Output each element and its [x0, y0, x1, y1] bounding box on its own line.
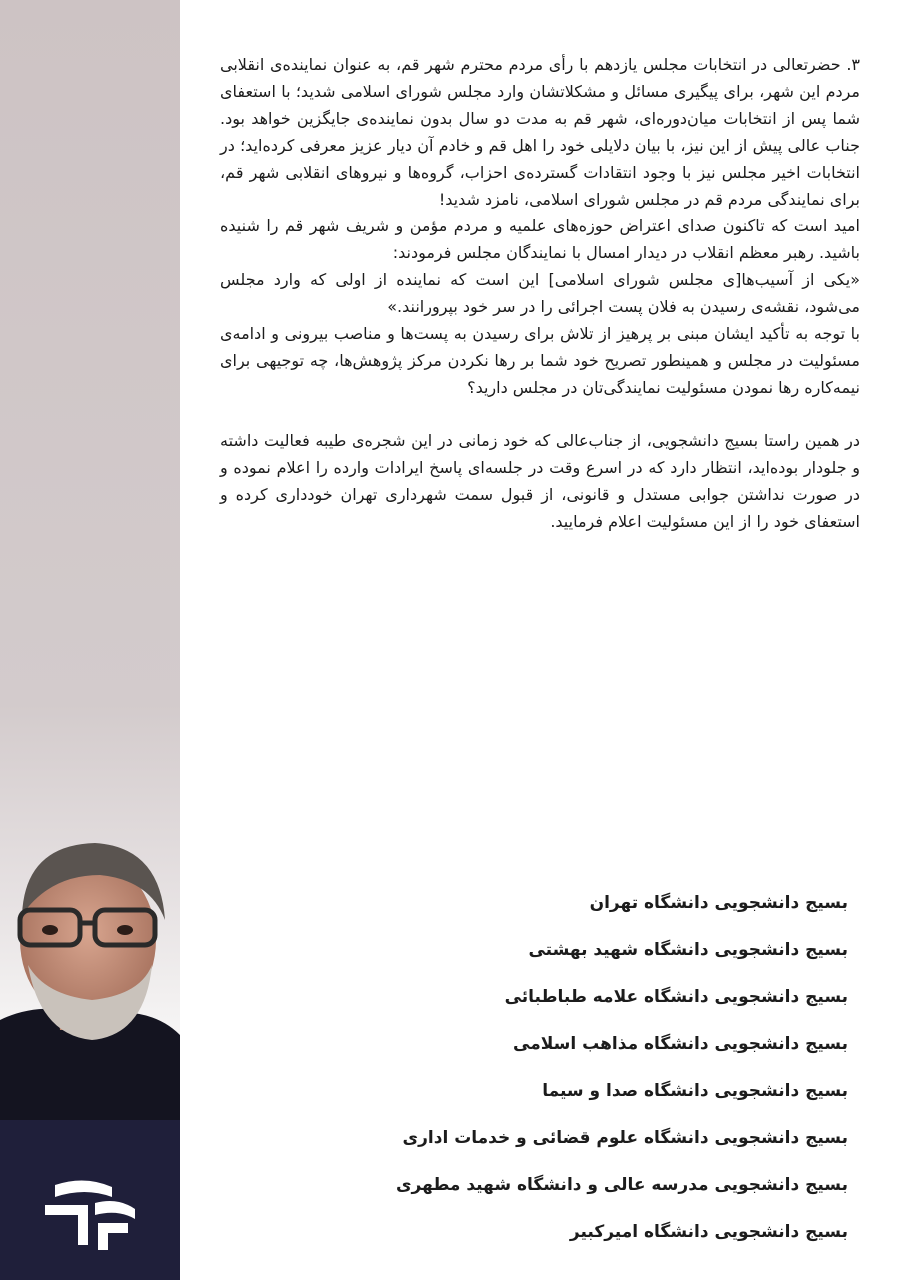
signature-line: بسیج دانشجویی دانشگاه علوم قضائی و خدمات اداری: [402, 1128, 848, 1148]
paragraph-question: با توجه به تأکید ایشان مبنی بر پرهیز از تلاش برای رسیدن به پست‌ها و مناصب بیرونی و ادامه‌ی مسئولیت در مجلس و همینطور تصریح خود شما بر رها نکردن مرکز پژوهش‌ها، چه توجیهی برای نیمه‌کاره رها نمودن مسئولیت نمایندگی‌تان در مجلس دارید؟: [220, 324, 860, 397]
signature-line: بسیج دانشجویی دانشگاه امیرکبیر: [569, 1222, 848, 1242]
paragraph-gap: [220, 402, 860, 428]
letter-body: [220, 52, 860, 535]
portrait-photo: [0, 835, 180, 1135]
paragraph-hope: امید است که تاکنون صدای اعتراض حوزه‌های علمیه و مردم مؤمن و شریف شهر قم را شنیده باشید. رهبر معظم انقلاب در دیدار امسال با نمایندگان مجلس فرمودند:: [220, 216, 860, 263]
signature-line: بسیج دانشجویی دانشگاه تهران: [589, 893, 848, 913]
signature-line: بسیج دانشجویی دانشگاه علامه طباطبائی: [504, 987, 848, 1007]
signatures-list: [328, 888, 848, 1264]
paragraph-request: در همین راستا بسیج دانشجویی، از جناب‌عالی که خود زمانی در این شجره‌ی طیبه فعالیت داشته و جلودار بوده‌اید، انتظار دارد که در اسرع وقت در جلسه‌ای پاسخ ایرادات وارده را اعلام نموده و در صورت نداشتن جوابی مستدل و قانونی، از قبول سمت شهرداری تهران خودداری کرده و استعفای خود را از این مسئولیت اعلام فرمایید.: [220, 430, 860, 531]
signature-line: بسیج دانشجویی دانشگاه مذاهب اسلامی: [513, 1034, 848, 1054]
signature-line: بسیج دانشجویی مدرسه عالی و دانشگاه شهید مطهری: [395, 1175, 848, 1195]
signature-line: بسیج دانشجویی دانشگاه صدا و سیما: [542, 1081, 848, 1101]
paragraph-quote: «یکی از آسیب‌ها[ی مجلس شورای اسلامی] این است که نماینده از اولی که وارد مجلس می‌شود، نقشه‌ی رسیدن به فلان پست اجرائی را در سر خود بپرورانند.»: [220, 270, 860, 317]
signature-line: بسیج دانشجویی دانشگاه شهید بهشتی: [528, 940, 848, 960]
left-decorative-sidebar: [0, 0, 180, 1280]
basij-logo-icon: [40, 1175, 140, 1255]
paragraph-point-3: ۳. حضرتعالی در انتخابات مجلس یازدهم با رأی مردم محترم شهر قم، به عنوان نماینده‌ی انقلابی مردم این شهر، برای پیگیری مسائل و مشکلاتشان وارد مجلس شورای اسلامی شدید؛ با استعفای شما پس از انتخابات میان‌دوره‌ای، شهر قم به مدت دو سال بدون نماینده‌ی جایگزین خواهد بود. جناب عالی پیش از این نیز، با بیان دلایلی خود را اهل قم و خادم آن دیار عزیز معرفی کرده‌اید؛ در انتخابات اخیر مجلس نیز با وجود انتقادات گسترده‌ی احزاب، گروه‌ها و نیروهای انقلابی شهر قم، برای نمایندگی مردم قم در مجلس شورای اسلامی، نامزد شدید!: [220, 55, 860, 209]
